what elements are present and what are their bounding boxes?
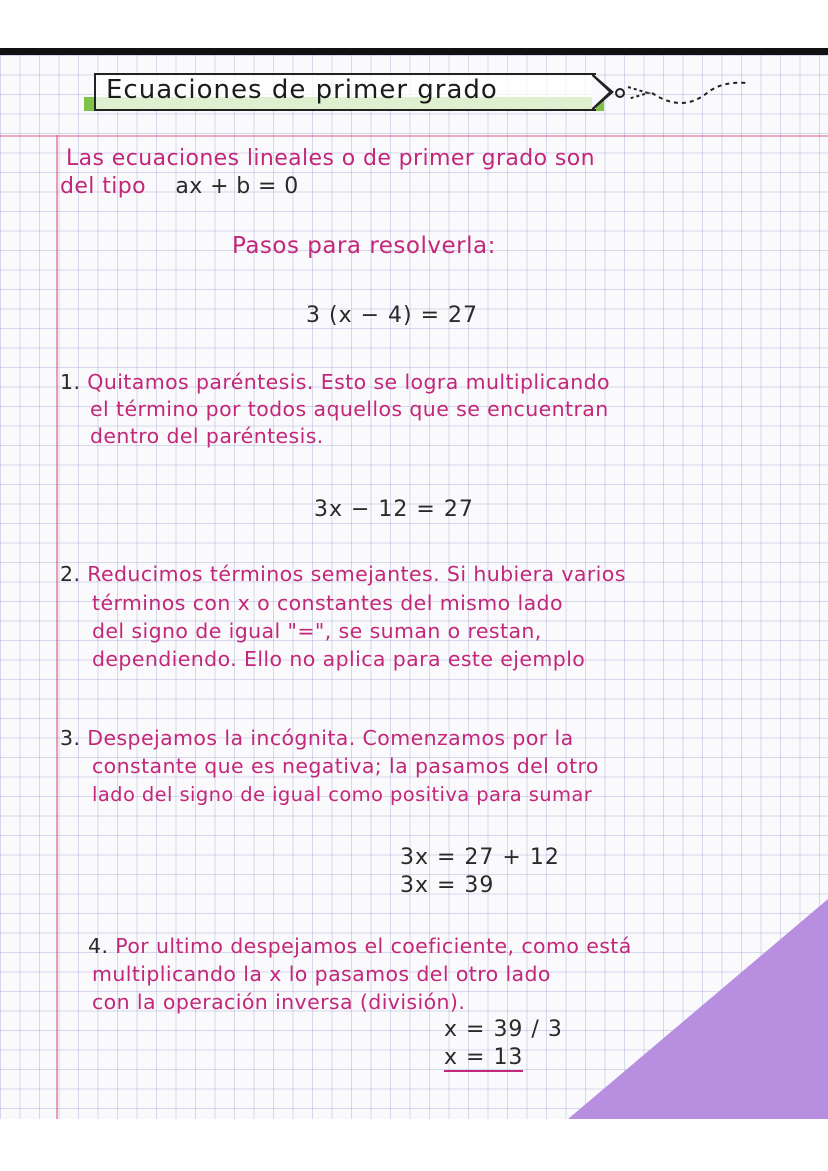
scissors-doodle-icon [612, 73, 752, 113]
step-1-line-2: el término por todos aquellos que se encuentran [90, 397, 609, 421]
step-2 [60, 561, 626, 588]
step-2-number: 2. [60, 562, 81, 586]
intro-formula: ax + b = 0 [175, 174, 299, 199]
step-1-line-1: Quitamos paréntesis. Esto se logra multiplicando [87, 370, 610, 394]
margin-top-line [0, 135, 828, 137]
step-3-line-2: constante que es negativa; la pasamos del otro [92, 754, 599, 778]
step-1-line-3: dentro del paréntesis. [90, 424, 324, 448]
margin-left-line [56, 135, 58, 1119]
step-2-line-2: términos con x o constantes del mismo lado [92, 591, 563, 615]
intro-line-2 [60, 173, 299, 200]
steps-heading: Pasos para resolverla: [232, 233, 496, 259]
top-border [0, 48, 828, 55]
page-title: Ecuaciones de primer grado [106, 75, 498, 105]
notebook-page [0, 55, 828, 1119]
step-3-line-1: Despejamos la incógnita. Comenzamos por la [87, 726, 574, 750]
step-4 [88, 933, 632, 960]
purple-corner [568, 899, 828, 1119]
intro-prefix: del tipo [60, 174, 146, 199]
step-1 [60, 369, 610, 396]
title-banner [84, 69, 604, 115]
step-4-line-1: Por ultimo despejamos el coeficiente, como está [115, 934, 632, 958]
step-1-number: 1. [60, 370, 81, 394]
step-3 [60, 725, 574, 752]
step-4-number: 4. [88, 934, 109, 958]
step-4-result-2 [444, 1045, 523, 1070]
step-2-line-1: Reducimos términos semejantes. Si hubiera varios [87, 562, 626, 586]
step-3-result-2: 3x = 39 [400, 873, 495, 898]
step-1-result: 3x − 12 = 27 [314, 497, 474, 522]
step-2-line-3: del signo de igual "=", se suman o restan, [92, 619, 542, 643]
step-4-result-1: x = 39 / 3 [444, 1017, 563, 1042]
final-answer: x = 13 [444, 1045, 524, 1070]
step-4-line-2: multiplicando la x lo pasamos del otro lado [92, 962, 551, 986]
intro-line-1: Las ecuaciones lineales o de primer grado son [66, 146, 595, 171]
example-equation: 3 (x − 4) = 27 [306, 303, 479, 328]
step-3-line-3: lado del signo de igual como positiva para sumar [92, 783, 593, 806]
step-4-line-3: con la operación inversa (división). [92, 990, 466, 1014]
step-3-result-1: 3x = 27 + 12 [400, 845, 560, 870]
step-2-line-4: dependiendo. Ello no aplica para este ejemplo [92, 647, 586, 671]
step-3-number: 3. [60, 726, 81, 750]
